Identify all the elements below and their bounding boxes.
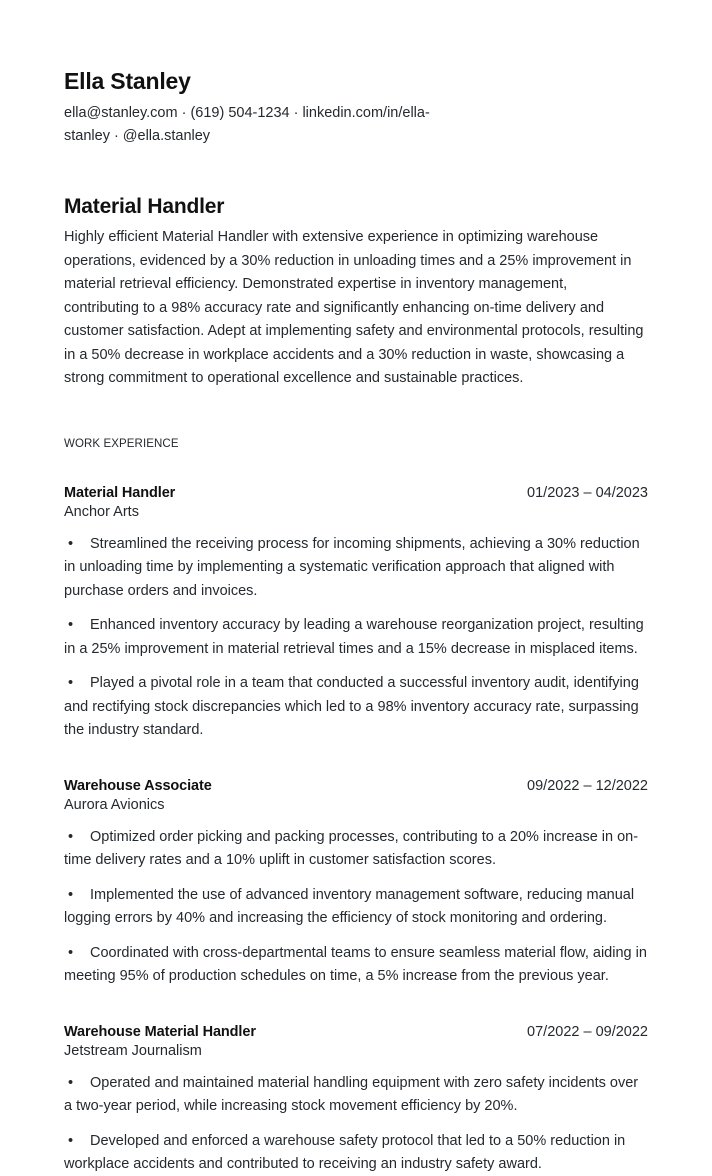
job-bullet-list <box>64 826 648 989</box>
job-title: Warehouse Associate <box>64 777 212 794</box>
section-title: WORK EXPERIENCE <box>64 437 179 450</box>
job-dates: 01/2023 – 04/2023 <box>527 484 648 501</box>
contact-separator: · <box>293 105 299 122</box>
job-company: Anchor Arts <box>64 503 139 520</box>
experience-entry-header <box>64 778 648 794</box>
job-bullet: • Coordinated with cross-departmental teams to ensure seamless material flow, aiding in meeting 95% of production schedules on time, a 5% increase from the previous year. <box>64 942 648 989</box>
job-bullet: • Streamlined the receiving process for incoming shipments, achieving a 30% reduction in unloading time by implementing a systematic verification approach that aligned with purchase orders and invoices. <box>64 533 648 603</box>
bullet-dot-icon: • <box>68 675 74 692</box>
bullet-dot-icon: • <box>68 828 74 845</box>
contact-item[interactable]: linkedin.com/in/ella-stanley <box>64 105 430 144</box>
experience-entry <box>64 778 648 989</box>
contact-separator: · <box>113 127 119 144</box>
job-company: Aurora Avionics <box>64 796 165 813</box>
experience-entry-header <box>64 485 648 501</box>
experience-entry-header <box>64 1024 648 1040</box>
bullet-dot-icon: • <box>68 944 74 961</box>
experience-entry <box>64 485 648 743</box>
contact-separator: · <box>181 105 187 122</box>
professional-summary: Highly efficient Material Handler with extensive experience in optimizing warehouse operations, evidenced by a 30% reduction in unloading times and a 25% improvement in material retrieval efficiency. Demonstrated expertise in inventory management, contributing to a 98% accuracy rate and significantly enhancing on-time delivery and customer satisfaction. Adept at implementing safety and environmental protocols, resulting in a 50% decrease in workplace accidents and a 30% reduction in waste, showcasing a strong commitment to operational excellence and sustainable practices. <box>64 229 644 387</box>
job-bullet-list <box>64 533 648 743</box>
bullet-dot-icon: • <box>68 886 74 903</box>
job-title: Warehouse Material Handler <box>64 1023 256 1040</box>
job-bullet: • Enhanced inventory accuracy by leading a warehouse reorganization project, resulting in a 25% improvement in material retrieval times and a 15% decrease in misplaced items. <box>64 614 648 661</box>
job-bullet: • Developed and enforced a warehouse safety protocol that led to a 50% reduction in workplace accidents and contributed to receiving an industry safety award. <box>64 1130 648 1176</box>
sections-container <box>64 438 648 1176</box>
bullet-dot-icon: • <box>68 617 74 634</box>
bullet-dot-icon: • <box>68 1132 74 1149</box>
bullet-dot-icon: • <box>68 1074 74 1091</box>
resume-header <box>64 68 648 147</box>
job-dates: 09/2022 – 12/2022 <box>527 777 648 794</box>
job-bullet: • Optimized order picking and packing processes, contributing to a 20% increase in on-time delivery rates and a 10% uplift in customer satisfaction scores. <box>64 826 648 873</box>
contact-item[interactable]: @ella.stanley <box>122 127 211 144</box>
contact-line <box>64 102 564 147</box>
job-dates: 07/2022 – 09/2022 <box>527 1023 648 1040</box>
contact-item[interactable]: ella@stanley.com <box>64 105 178 122</box>
experience-entry <box>64 1024 648 1176</box>
job-title: Material Handler <box>64 484 176 501</box>
contact-item[interactable]: (619) 504-1234 <box>190 105 290 122</box>
job-bullet: • Implemented the use of advanced inventory management software, reducing manual logging errors by 40% and increasing the efficiency of stock monitoring and ordering. <box>64 884 648 931</box>
candidate-name: Ella Stanley <box>64 68 191 94</box>
job-bullet: • Played a pivotal role in a team that conducted a successful inventory audit, identifying and rectifying stock discrepancies which led to a 98% inventory accuracy rate, surpassing the industry standard. <box>64 672 648 742</box>
headline-title: Material Handler <box>64 195 225 219</box>
job-bullet: • Operated and maintained material handling equipment with zero safety incidents over a two-year period, while increasing stock movement efficiency by 20%. <box>64 1072 648 1119</box>
bullet-dot-icon: • <box>68 535 74 552</box>
job-company: Jetstream Journalism <box>64 1042 202 1059</box>
job-bullet-list <box>64 1072 648 1176</box>
